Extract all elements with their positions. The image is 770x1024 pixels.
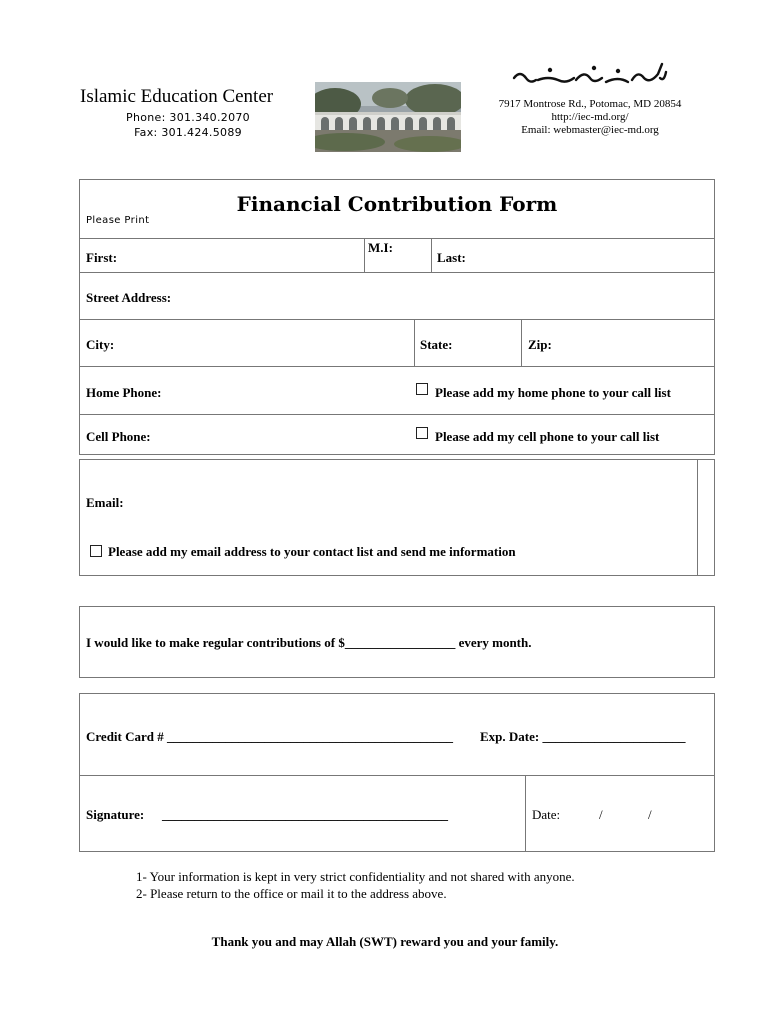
email-checkbox[interactable]: [90, 545, 102, 557]
home-phone-check-label: Please add my home phone to your call list: [435, 385, 671, 400]
contribution-amount-field[interactable]: I would like to make regular contributions of $_________________ every month.: [86, 635, 532, 650]
last-name-field[interactable]: Last:: [437, 250, 466, 265]
signature-field[interactable]: ____________________________________________: [162, 807, 448, 822]
home-phone-checkbox[interactable]: [416, 383, 428, 395]
credit-card-field[interactable]: Credit Card # ____________________________________________: [86, 729, 454, 744]
divider: [364, 238, 365, 272]
divider: [414, 319, 415, 366]
divider: [79, 414, 715, 415]
org-address: 7917 Montrose Rd., Potomac, MD 20854: [498, 98, 682, 110]
please-print-note: Please Print: [86, 215, 150, 226]
date-slash: /: [648, 807, 652, 822]
cell-phone-check-label: Please add my cell phone to your call list: [435, 429, 660, 444]
divider: [697, 459, 698, 576]
note-item: 1- Your information is kept in very strict confidentiality and not shared with anyone.: [136, 869, 575, 884]
org-name: Islamic Education Center: [80, 86, 274, 107]
divider: [525, 775, 526, 852]
divider: [79, 366, 715, 367]
zip-field[interactable]: Zip:: [528, 337, 552, 352]
divider: [79, 319, 715, 320]
notes-list: [136, 868, 575, 902]
org-phone: Phone: 301.340.2070: [126, 111, 250, 124]
closing-message: Thank you and may Allah (SWT) reward you and your family.: [211, 934, 559, 949]
cell-phone-field[interactable]: Cell Phone:: [86, 429, 151, 444]
divider: [79, 775, 715, 776]
payment-box: [79, 693, 715, 852]
date-slash: /: [599, 807, 603, 822]
signature-label: Signature:: [86, 807, 145, 822]
org-email: Email: webmaster@iec-md.org: [521, 124, 659, 136]
center-building-photo: [315, 82, 461, 152]
org-website: http://iec-md.org/: [551, 111, 629, 123]
org-address-block: [488, 98, 692, 137]
middle-initial-field[interactable]: M.I:: [368, 240, 393, 255]
note-item: 2- Please return to the office or mail it to the address above.: [136, 886, 447, 901]
street-address-field[interactable]: Street Address:: [86, 290, 172, 305]
exp-date-field[interactable]: Exp. Date: ______________________: [480, 729, 686, 744]
state-field[interactable]: State:: [420, 337, 453, 352]
home-phone-field[interactable]: Home Phone:: [86, 385, 162, 400]
divider: [431, 238, 432, 272]
email-check-label: Please add my email address to your contact list and send me information: [108, 544, 516, 559]
cell-phone-checkbox[interactable]: [416, 427, 428, 439]
arabic-logo: [510, 58, 670, 94]
city-field[interactable]: City:: [86, 337, 115, 352]
form-title: Financial Contribution Form: [236, 192, 558, 216]
first-name-field[interactable]: First:: [86, 250, 118, 265]
org-fax: Fax: 301.424.5089: [134, 126, 242, 139]
divider: [79, 272, 715, 273]
date-label: Date:: [532, 807, 561, 822]
org-contact: [80, 110, 296, 140]
divider: [79, 238, 715, 239]
divider: [521, 319, 522, 366]
email-field[interactable]: Email:: [86, 495, 124, 510]
